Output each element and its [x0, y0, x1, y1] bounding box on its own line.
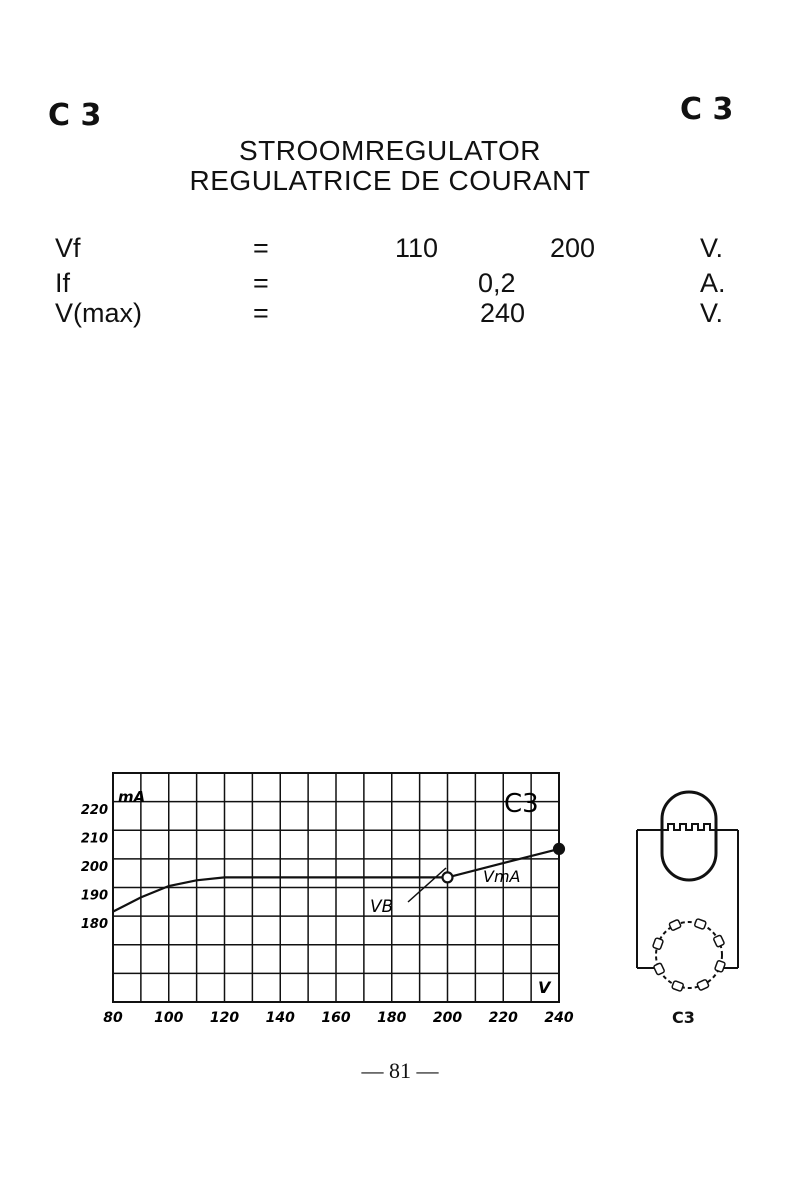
spec-value-if: 0,2 — [478, 268, 516, 298]
base-pin — [672, 981, 684, 992]
chart-ylabel: mA — [118, 788, 146, 806]
vma-annotation: VmA — [483, 867, 521, 886]
tube-code-left: C 3 — [48, 98, 102, 133]
chart-xlabel: V — [538, 978, 551, 997]
data-point-marker — [443, 872, 453, 882]
base-pin — [713, 935, 724, 947]
y-tick-label: 200 — [80, 860, 108, 875]
tube-code-right: C 3 — [680, 92, 734, 127]
x-tick-label: 100 — [154, 1010, 184, 1026]
spec-value-vf-2: 200 — [550, 233, 596, 263]
chart-tick-labels — [81, 803, 574, 1026]
vb-annotation: VB — [370, 897, 394, 917]
base-pin — [653, 938, 664, 950]
chart-grid — [113, 773, 559, 1002]
data-point-marker — [554, 844, 564, 854]
spec-unit-vmax: V. — [700, 298, 724, 328]
tube-symbol-diagram — [637, 792, 738, 991]
y-tick-label: 190 — [80, 888, 108, 904]
spec-unit-vf: V. — [700, 233, 724, 263]
vb-pointer-line — [408, 868, 446, 902]
base-pin — [697, 979, 709, 990]
base-pin — [669, 919, 681, 930]
y-tick-label: 180 — [80, 917, 108, 932]
x-tick-label: 240 — [544, 1010, 574, 1026]
spec-eq-if: = — [253, 268, 269, 298]
spec-label-vmax: V(max) — [55, 298, 142, 328]
tube-envelope — [662, 792, 716, 880]
title-french: REGULATRICE DE COURANT — [189, 165, 591, 196]
x-tick-label: 80 — [103, 1010, 123, 1026]
spec-label-vf: Vf — [55, 233, 81, 263]
x-tick-label: 200 — [432, 1010, 463, 1026]
chart-title: C3 — [504, 789, 539, 819]
x-tick-label: 220 — [488, 1010, 518, 1026]
spec-eq-vf: = — [253, 233, 269, 263]
x-tick-label: 140 — [265, 1010, 295, 1026]
base-pin — [694, 919, 706, 930]
tube-base-circle — [656, 922, 722, 988]
page-number: — 81 — — [361, 1058, 439, 1083]
filament-icon — [662, 824, 716, 830]
x-tick-label: 160 — [321, 1010, 351, 1026]
x-tick-label: 180 — [377, 1010, 407, 1026]
spec-eq-vmax: = — [253, 298, 269, 328]
title-dutch: STROOMREGULATOR — [238, 135, 542, 166]
spec-value-vf-1: 110 — [395, 233, 439, 263]
y-tick-label: 220 — [80, 803, 108, 818]
y-tick-label: 210 — [80, 831, 108, 847]
base-pin — [653, 963, 664, 975]
spec-label-if: If — [55, 268, 71, 298]
tube-base-pins — [653, 919, 726, 992]
diagram-label: C3 — [672, 1008, 695, 1027]
spec-unit-if: A. — [700, 268, 726, 298]
base-pin — [715, 960, 726, 972]
spec-value-vmax: 240 — [480, 298, 526, 328]
x-tick-label: 120 — [209, 1010, 240, 1026]
